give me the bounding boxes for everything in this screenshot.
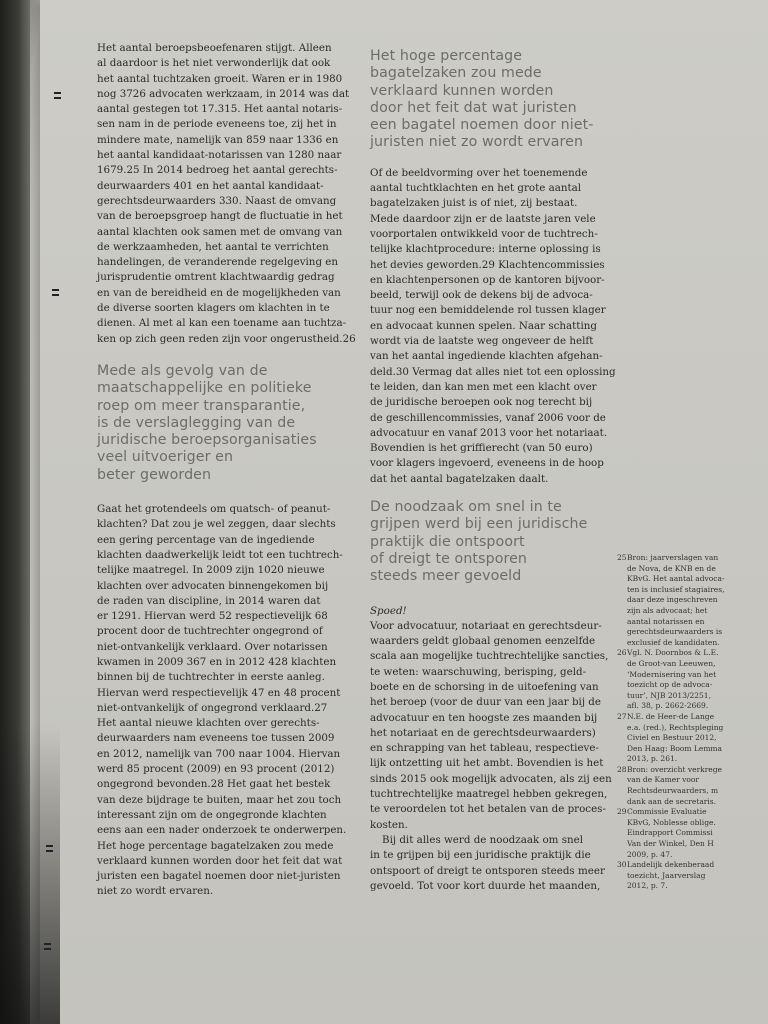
right-column (370, 48, 620, 894)
footnote (617, 765, 768, 807)
left-column (97, 41, 359, 900)
footnote (617, 553, 768, 648)
body-paragraph: Bij dit alles werd de noodzaak om snel in te grijpen bij een juridische praktijk die ontspoort of dreigt te ontsporen steeds meer gevoeld. Tot voor kort duurde het maanden, (370, 833, 605, 892)
footnote (617, 860, 768, 892)
footnote-number: 26 (617, 648, 627, 658)
footnote-number: 25 (617, 553, 627, 562)
footnote-number: 28 (617, 764, 627, 774)
footnote-number: 30 (617, 860, 627, 870)
pull-quote: Het hoge percentage bagatelzaken zou mede verklaard kunnen worden door het feit dat wat juristen een bagatel noemen door niet- juristen niet zo wordt ervaren (370, 48, 594, 151)
footnote-text: Landelijk dekenberaad toezicht, Jaarverslag 2012, p. 7. (627, 860, 715, 891)
footnote-text: Bron: jaarverslagen van de Nova, de KNB en de KBvG. Het aantal advoca- ten is inclusief stagiaires, daar deze ingeschreven zijn als advocaat; het aantal notarissen en gerechtsdeurwaarders is exclusief de kandidaten. (627, 553, 725, 647)
body-paragraph: Voor advocatuur, notariaat en gerechtsdeur- waarders geldt globaal genomen eenzelfde scala aan mogelijke tuchtrechtelijke sancties, te weten: waarschuwing, berisping, geld- boete en de schorsing in de uitoefening van het beroep (voor de duur van een jaar bij de advocatuur en ten hoogste zes maanden bij het notariaat en de gerechtsdeurwaarders) en schrapping van het tableau, respectieve- lijk ontzetting uit het ambt. Bovendien is het sinds 2015 ook mogelijk advocaten, als zij een tuchtrechtelijke maatregel hebben gekregen, te veroordelen tot het betalen van de proces- kosten. (370, 619, 612, 831)
footnote-text: Vgl. N. Doornbos & L.E. de Groot-van Leeuwen, ‘Modernisering van het toezicht op de advoca- tuur’, NJB 2013/2251, afl. 38, p. 2662-2669. (627, 648, 719, 711)
margin-tick-mark (52, 289, 59, 299)
margin-tick-mark (46, 845, 53, 855)
body-paragraph: Gaat het grotendeels om quatsch- of peanut- klachten? Dat zou je wel zeggen, daar slechts een gering percentage van de ingediende klachten daadwerkelijk leidt tot een tuchtrech- telijke maatregel. In 2009 zijn 1020 nieuwe klachten over advocaten binnengekomen bij de raden van discipline, in 2014 waren dat er 1291. Hiervan werd 52 respectievelijk 68 procent door de tuchtrechter ongegrond of niet-ontvankelijk verklaard. Over notarissen kwamen in 2009 367 en in 2012 428 klachten binnen bij de tuchtrechter in eerste aanleg. Hiervan werd respectievelijk 47 en 48 procent niet-ontvankelijk of ongegrond verklaard.27 Het aantal nieuwe klachten over gerechts- deurwaarders nam eveneens toe tussen 2009 en 2012, namelijk van 700 naar 1004. Hiervan werd 85 procent (2009) en 93 procent (2012) ongegrond bevonden.28 Het gaat het bestek van deze bijdrage te buiten, maar het zou toch interessant zijn om de ongegronde klachten eens aan een nader onderzoek te onderwerpen. Het hoge percentage bagatelzaken zou mede verklaard kunnen worden door het feit dat wat juristen een bagatel noemen door niet-juristen niet zo wordt ervaren. (97, 503, 347, 898)
footnote-number: 27 (617, 711, 627, 721)
body-paragraph: Of de beeldvorming over het toenemende aantal tuchtklachten en het grote aantal bagatelzaken juist is of niet, zij bestaat. Mede daardoor zijn er de laatste jaren vele voorportalen ontwikkeld voor de tuchtrech- telijke klachtprocedure: interne oplossing is het devies geworden.29 Klachtencommissies en klachtenpersonen op de kantoren bijvoor- beeld, terwijl ook de dekens bij de advoca- tuur nog een bemiddelende rol tussen klager en advocaat kunnen spelen. Naar schatting wordt via de laatste weg ongeveer de helft van het aantal ingediende klachten afgehan- deld.30 Vermag dat alles niet tot een oplossing te leiden, dan kan men met een klacht over de juridische beroepen ook nog terecht bij de geschillencommissies, vanaf 2006 voor de advocatuur en vanaf 2013 voor het notariaat. Bovendien is het griffierecht (van 50 euro) voor klagers ingevoerd, eveneens in de hoop dat het aantal bagatelzaken daalt. (370, 166, 616, 485)
section-subheading: Spoed! (370, 604, 407, 617)
footnote-number: 29 (617, 807, 627, 817)
bottom-shadow (0, 724, 60, 1024)
footnote (617, 712, 768, 765)
footnote (617, 807, 768, 860)
pull-quote: Mede als gevolg van de maatschappelijke en politieke roep om meer transparantie, is de verslaglegging van de juridische beroepsorganisaties veel uitvoeriger en beter geworden (97, 362, 317, 483)
footnotes (617, 553, 768, 892)
margin-tick-mark (44, 943, 51, 953)
footnote-text: Bron: overzicht verkrege van de Kamer voor Rechtsdeurwaarders, m dank aan de secretaris. (627, 764, 722, 806)
footnote (617, 648, 768, 712)
pull-quote: De noodzaak om snel in te grijpen werd bij een juridische praktijk die ontspoort of dreigt te ontsporen steeds meer gevoeld (370, 499, 588, 585)
body-paragraph: Het aantal beroepsbeoefenaren stijgt. Alleen al daardoor is het niet verwonderlijk dat ook het aantal tuchtzaken groeit. Waren er in 1980 nog 3726 advocaten werkzaam, in 2014 was dat aantal gestegen tot 17.315. Het aantal notaris- sen nam in de periode eveneens toe, zij het in mindere mate, namelijk van 859 naar 1336 en het aantal kandidaat-notarissen van 1280 naar 1679.25 In 2014 bedroeg het aantal gerechts- deurwaarders 401 en het aantal kandidaat- gerechtsdeurwaarders 330. Naast de omvang van de beroepsgroep hangt de fluctuatie in het aantal klachten ook samen met de omvang van de werkzaamheden, het aantal te verrichten handelingen, de veranderende regelgeving en jurisprudentie omtrent klachtwaardig gedrag en van de bereidheid en de mogelijkheden van de diverse soorten klagers om klachten in te dienen. Al met al kan een toename aan tuchtza- ken op zich geen reden zijn voor ongerustheid.26 (97, 42, 356, 345)
footnote-text: N.E. de Heer-de Lange e.a. (red.), Rechtspleging Civiel en Bestuur 2012, Den Haag: Boom Lemma 2013, p. 261. (627, 711, 724, 764)
footnote-text: Commissie Evaluatie KBvG, Noblesse oblige. Eindrapport Commissi Van der Winkel, Den H 2009, p. 47. (627, 807, 716, 859)
margin-tick-mark (54, 92, 61, 102)
